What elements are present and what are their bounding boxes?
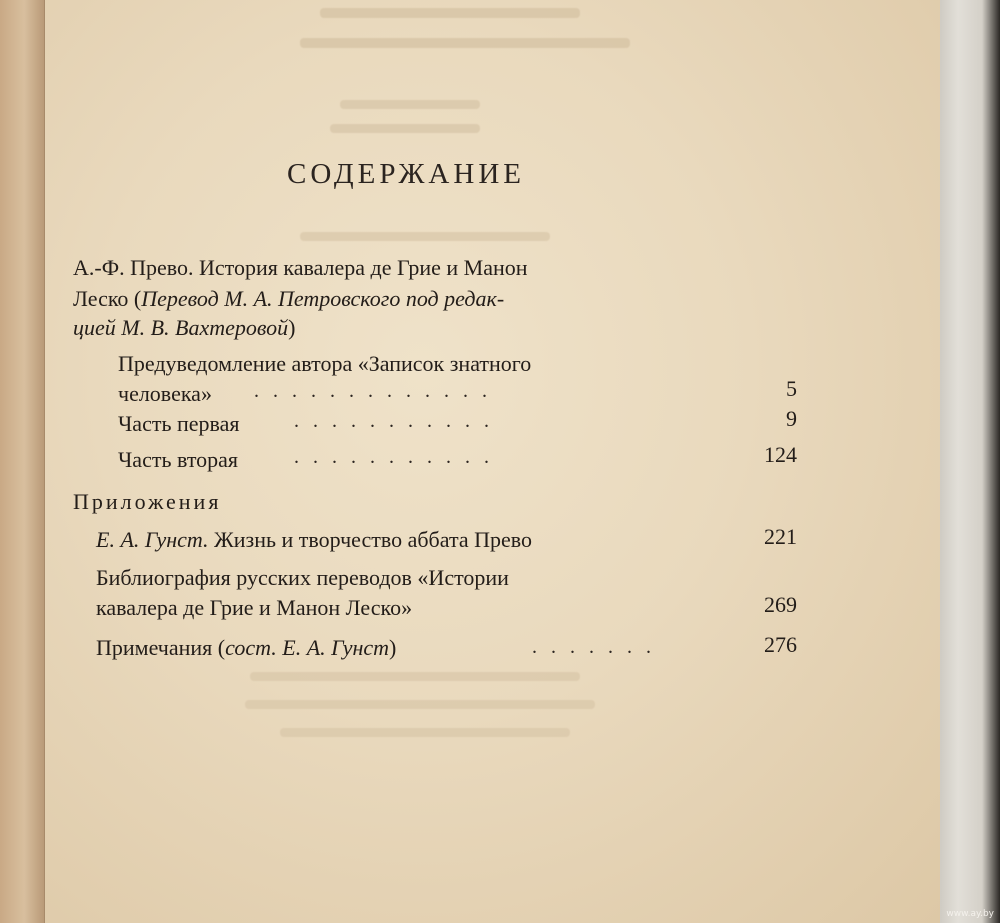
notes-close-paren: ): [389, 635, 397, 660]
main-work-editor-note: цией М. В. Вахтеровой: [73, 315, 289, 340]
toc-entry-biblio-line1: Библиография русских переводов «Истории: [96, 565, 509, 590]
show-through-text: [330, 124, 480, 133]
dot-leader: .......: [532, 636, 665, 658]
main-work-translation-note: Перевод М. А. Петровского под редак-: [141, 286, 505, 311]
dot-leader: ...........: [294, 446, 503, 468]
toc-entry-gunst: [96, 527, 532, 553]
toc-entry-preface-line2: человека»: [118, 381, 212, 406]
show-through-text: [245, 700, 595, 709]
right-page-edge: [940, 0, 1000, 923]
toc-entry-part2: Часть вторая: [118, 447, 239, 472]
show-through-text: [300, 232, 550, 241]
toc-entry-preface-line1: Предуведомление автора «Записок знатного: [118, 351, 532, 376]
appendix-heading: Приложения: [73, 489, 222, 514]
main-work-author-surname: Леско (: [73, 286, 142, 311]
toc-page-number: 124: [764, 442, 797, 467]
toc-entry-notes: [96, 635, 396, 661]
toc-page-number: 276: [764, 632, 797, 657]
main-work-line1: А.-Ф. Прево. История кавалера де Грие и Манон: [73, 255, 528, 280]
show-through-text: [300, 38, 630, 48]
toc-page-number: 9: [786, 406, 797, 431]
toc-page-number: 269: [764, 592, 797, 617]
main-work-line3: [73, 315, 295, 341]
dot-leader: ...........: [294, 410, 503, 432]
show-through-text: [280, 728, 570, 737]
left-page-edge: [0, 0, 45, 923]
show-through-text: [320, 8, 580, 18]
show-through-text: [250, 672, 580, 681]
gunst-author: Е. А. Гунст.: [96, 527, 209, 552]
watermark: www.ay.by: [946, 909, 994, 919]
dot-leader: .............: [254, 380, 501, 402]
page-title: СОДЕРЖАНИЕ: [287, 158, 525, 190]
gunst-title: Жизнь и творчество аббата Прево: [214, 527, 532, 552]
toc-page-number: 221: [764, 524, 797, 549]
show-through-text: [340, 100, 480, 109]
notes-label: Примечания (: [96, 635, 226, 660]
notes-compiler: сост. Е. А. Гунст: [225, 635, 390, 660]
toc-entry-part1: Часть первая: [118, 411, 240, 436]
main-work-line2: [73, 286, 504, 312]
toc-page-number: 5: [786, 376, 797, 401]
main-work-close-paren: ): [288, 315, 296, 340]
toc-entry-biblio-line2: кавалера де Грие и Манон Леско»: [96, 595, 413, 620]
